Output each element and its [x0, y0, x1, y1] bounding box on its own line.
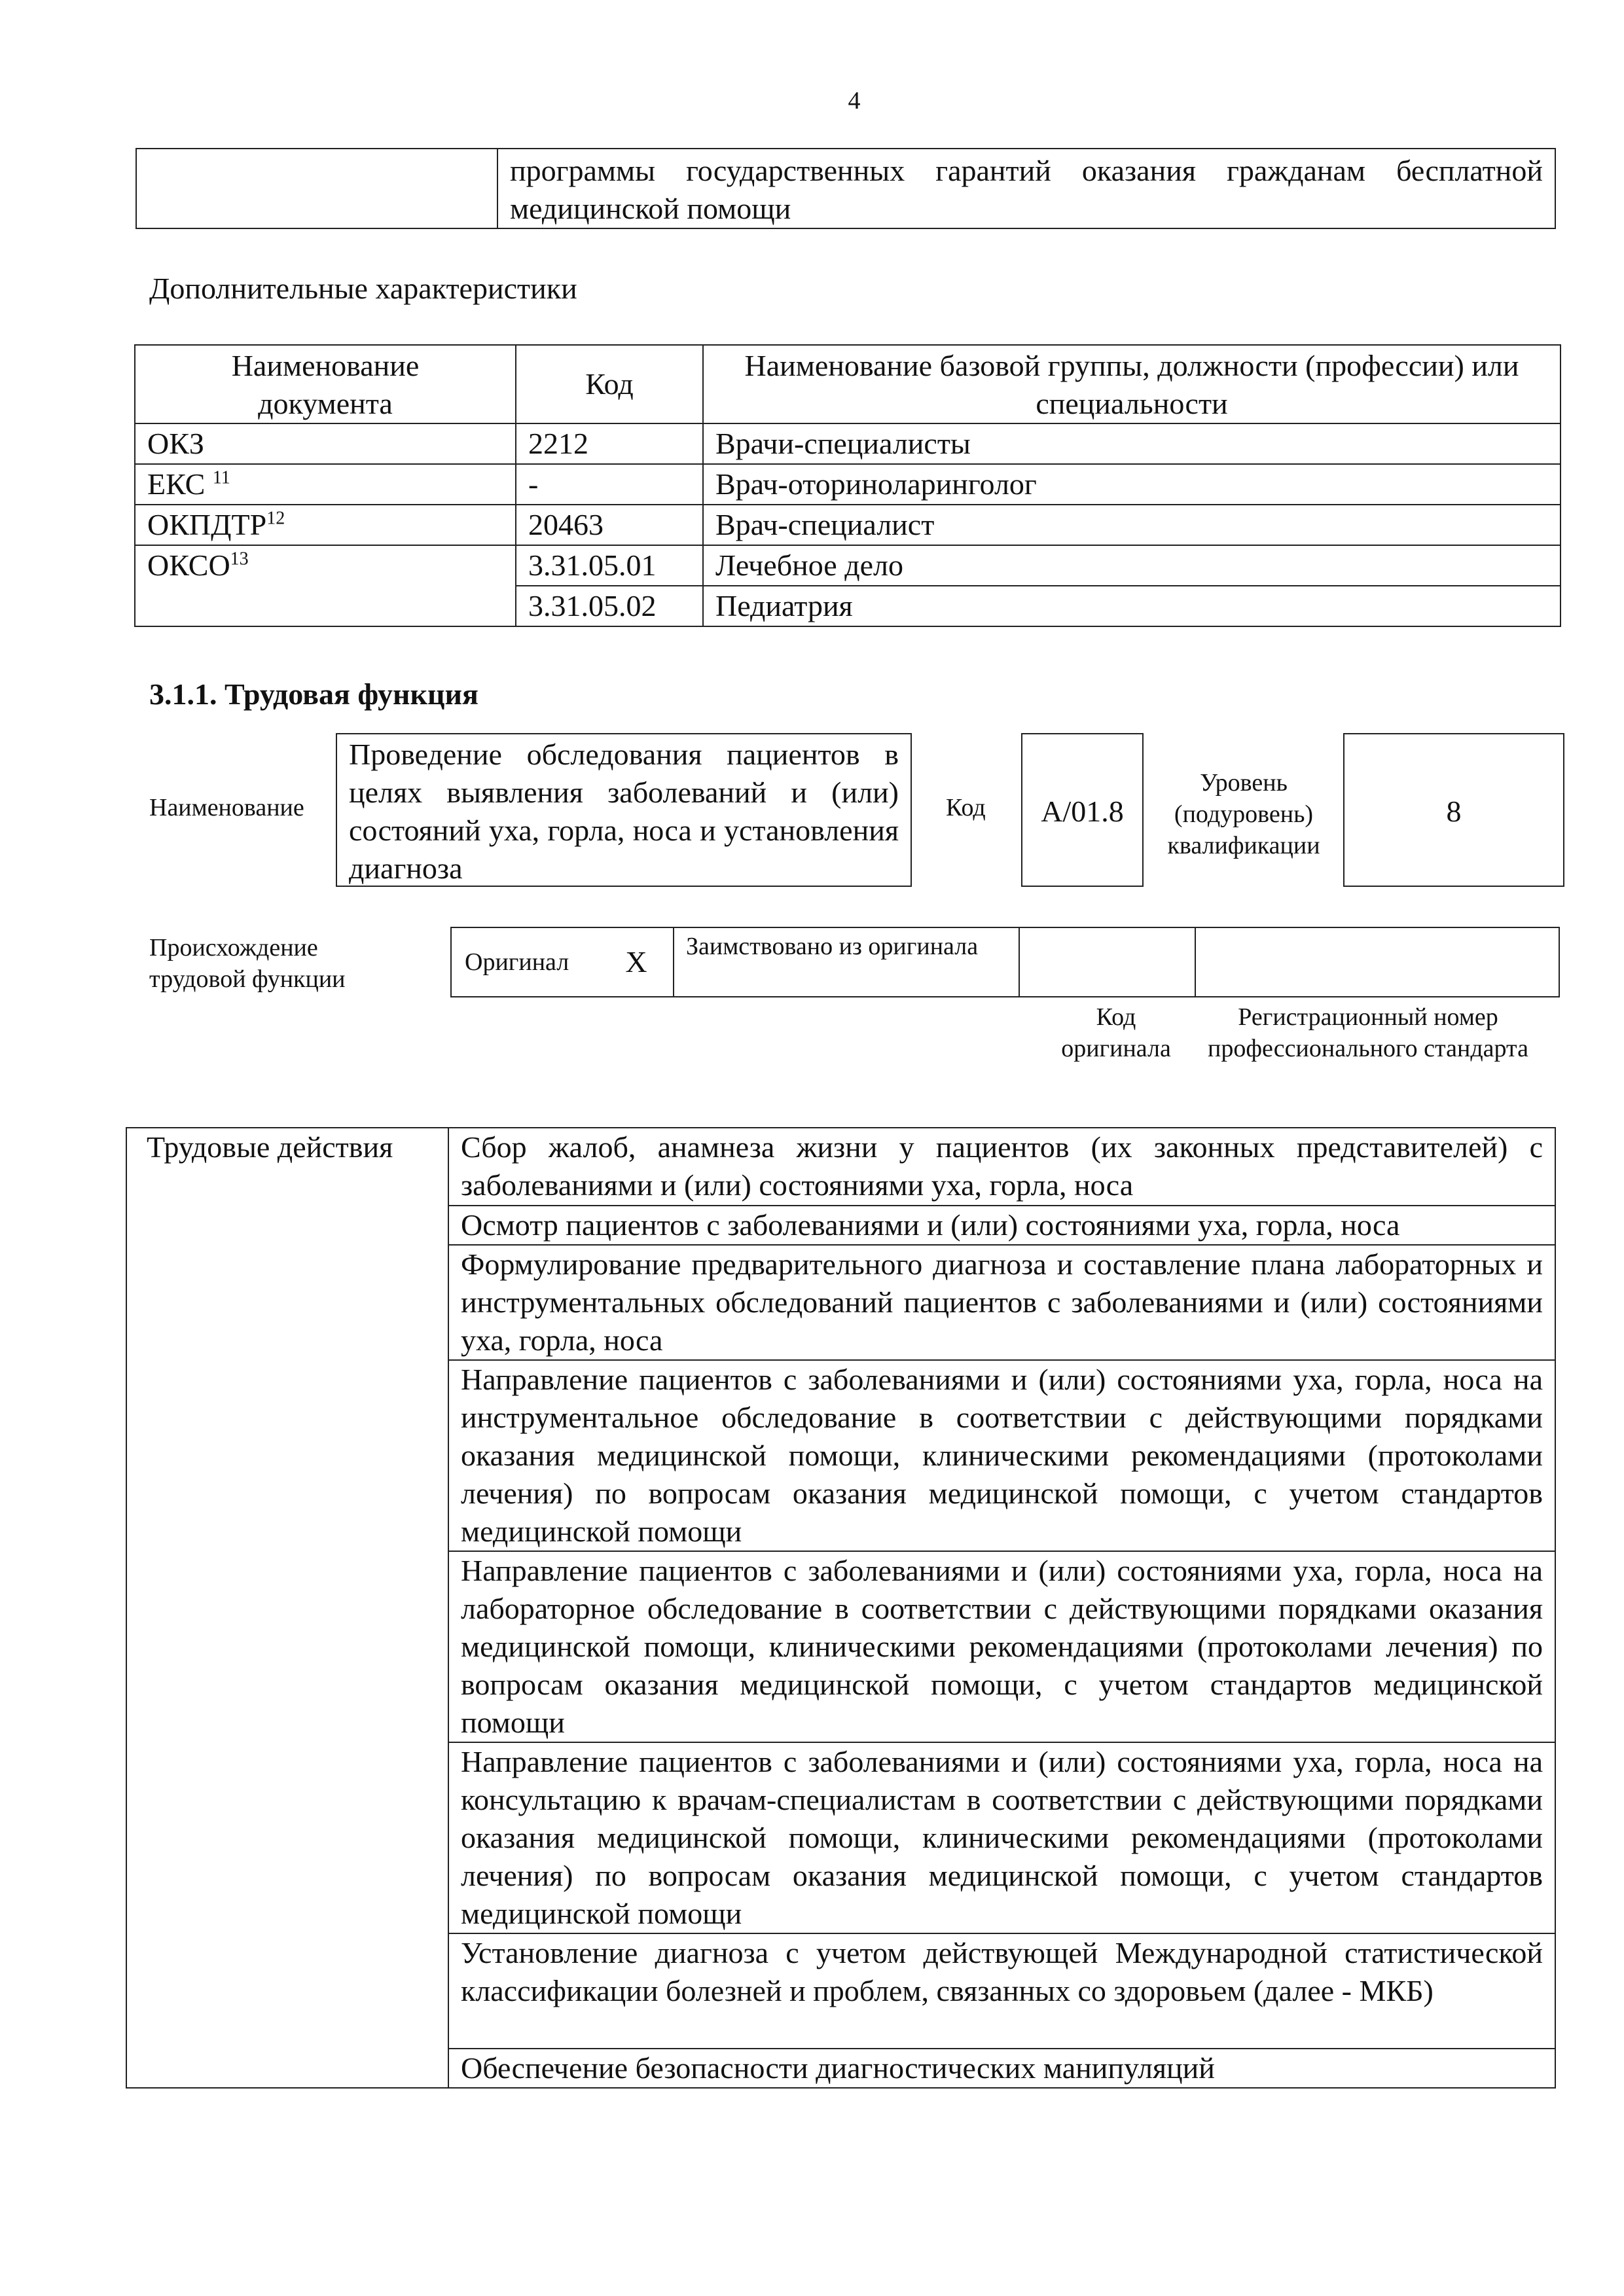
- page-number: 4: [848, 87, 861, 115]
- row-code: 3.31.05.01: [516, 545, 703, 586]
- table-row: [135, 423, 1561, 464]
- function-code-label: Код: [946, 794, 986, 821]
- footnote-ref: 12: [266, 508, 285, 529]
- origin-original-mark: X: [600, 927, 674, 997]
- origin-table: [450, 927, 1560, 997]
- row-name: Врач-специалист: [703, 505, 1561, 545]
- function-name-label: Наименование: [149, 794, 304, 821]
- list-item: Направление пациентов с заболеваниями и (или) состояниями уха, горла, носа на лабораторное обследование в соответствии с действующими порядками оказания медицинской помощи, клиническими рекомендациями (протоколами лечения) по вопросам оказания медицинской помощи, с учетом стандартов медицинской помощи: [448, 1551, 1555, 1742]
- list-item: Направление пациентов с заболеваниями и (или) состояниями уха, горла, носа на инструментальное обследование в соответствии с действующими порядками оказания медицинской помощи, клиническими рекомендациями (протоколами лечения) по вопросам оказания медицинской помощи, с учетом стандартов медицинской помощи: [448, 1360, 1555, 1551]
- function-name-box: Проведение обследования пациентов в целях выявления заболеваний и (или) состояний уха, горла, носа и установления диагноза: [336, 733, 912, 887]
- row-code: 20463: [516, 505, 703, 545]
- actions-table: [126, 1127, 1556, 2089]
- footnote-ref: 13: [230, 548, 249, 569]
- doc-text: ОКЗ: [147, 427, 204, 460]
- row-code: -: [516, 464, 703, 505]
- header-code: Код: [516, 345, 703, 423]
- function-code-box: А/01.8: [1021, 733, 1144, 887]
- row-doc: [135, 505, 516, 545]
- origin-code-cell: [1019, 927, 1195, 997]
- additional-table: [134, 344, 1561, 627]
- row-doc: [135, 545, 516, 626]
- row-code: 3.31.05.02: [516, 586, 703, 626]
- list-item: Осмотр пациентов с заболеваниями и (или) состояниями уха, горла, носа: [448, 1206, 1555, 1245]
- row-code: 2212: [516, 423, 703, 464]
- table-row: [135, 464, 1561, 505]
- row-name: Врачи-специалисты: [703, 423, 1561, 464]
- row-name: Педиатрия: [703, 586, 1561, 626]
- row-name: Врач-оториноларинголог: [703, 464, 1561, 505]
- row-doc: [135, 423, 516, 464]
- list-item: Направление пациентов с заболеваниями и (или) состояниями уха, горла, носа на консультацию к врачам-специалистам в соответствии с действующими порядками оказания медицинской помощи, клиническими рекомендациями (протоколами лечения) по вопросам оказания медицинской помощи, с учетом стандартов медицинской помощи: [448, 1742, 1555, 1933]
- table-row: [135, 505, 1561, 545]
- origin-reg-cell: [1195, 927, 1559, 997]
- top-text-cell: программы государственных гарантий оказания гражданам бесплатной медицинской помощи: [497, 149, 1555, 228]
- origin-borrowed-label: Заимствовано из оригинала: [674, 927, 1019, 997]
- top-empty-cell: [136, 149, 497, 228]
- doc-text: ЕКС: [147, 467, 206, 501]
- function-heading: 3.1.1. Трудовая функция: [149, 677, 478, 711]
- row-name: Лечебное дело: [703, 545, 1561, 586]
- header-name: Наименование базовой группы, должности (профессии) или специальности: [703, 345, 1561, 423]
- function-level-box: 8: [1343, 733, 1564, 887]
- additional-title: Дополнительные характеристики: [149, 272, 577, 305]
- table-row: [135, 545, 1561, 586]
- function-level-label: Уровень (подуровень) квалификации: [1167, 769, 1320, 859]
- row-doc: [135, 464, 516, 505]
- header-doc: Наименование документа: [135, 345, 516, 423]
- list-item: Обеспечение безопасности диагностических манипуляций: [448, 2049, 1555, 2088]
- list-item: Установление диагноза с учетом действующей Международной статистической классификации болезней и проблем, связанных со здоровьем (далее - МКБ): [448, 1933, 1555, 2049]
- actions-label: Трудовые действия: [126, 1128, 448, 2088]
- origin-code-caption: Код оригинала: [1061, 1003, 1171, 1062]
- top-continuation-table: [135, 148, 1556, 229]
- list-item: Сбор жалоб, анамнеза жизни у пациентов (их законных представителей) с заболеваниями и (или) состояниями уха, горла, носа: [448, 1128, 1555, 1206]
- list-item: Формулирование предварительного диагноза и составление плана лабораторных и инструментальных обследований пациентов с заболеваниями и (или) состояниями уха, горла, носа: [448, 1245, 1555, 1360]
- origin-reg-caption: Регистрационный номер профессионального стандарта: [1208, 1003, 1528, 1062]
- origin-original-label: Оригинал: [451, 927, 600, 997]
- footnote-ref: 11: [212, 467, 230, 488]
- doc-text: ОКСО: [147, 548, 230, 582]
- doc-text: ОКПДТР: [147, 508, 267, 541]
- origin-label: Происхождение трудовой функции: [149, 934, 346, 993]
